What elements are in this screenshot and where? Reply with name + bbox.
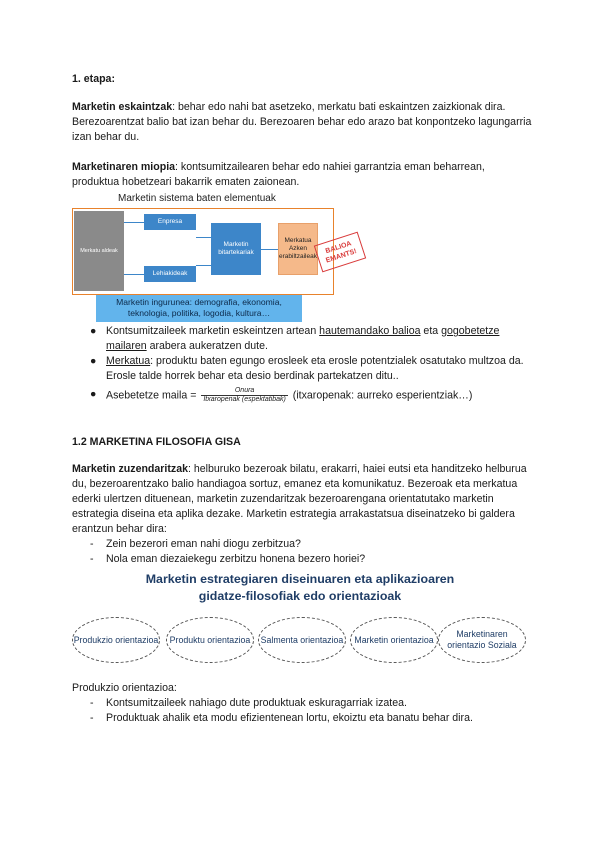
market-term: Merkatua (106, 355, 151, 367)
production-orientation-label: Produkzio orientazioa: (72, 682, 177, 694)
list-item: ● Asebetetze maila = $\frac{\text{Onura}}{\text{Itxaropenak (espektatibak)}}$ (itxaropenak: aurreko esperientziak…) (90, 387, 473, 403)
definition-marketing-management: : helburuko bezeroak bilatu, erakarri, haiei eutsi eta handitzeko helburua du, bezeroarentzako balio handiagoa sortuz, emanez eta komunikatuz. Bezeroak eta merkatua ederki ulertzen dituenean, marketin zuzendaritzak bezeroarengana orientatutako marketin estrategia diseina eta aplika dezake. Marketin estrategia arrakastatsua diseinatzeko bi galdera erantzun behar dira: (72, 463, 527, 535)
orientations-title-line-2: gidatze-filosofiak edo orientazioak (198, 589, 402, 603)
satisfaction-level-link: gogobetetze mailaren (106, 325, 500, 352)
definition-marketing-myopia: : kontsumitzailearen behar edo nahiei garrantzia eman beharrean, produktua hobetzeari bakarrik ematen zaionean. (72, 161, 485, 188)
oval-sales-orientation: Salmenta orientazioa (258, 617, 346, 663)
orientations-diagram (72, 617, 528, 665)
list-item: - Zein bezerori eman nahi diogu zerbitzua? (90, 538, 301, 550)
term-marketing-management: Marketin zuzendaritzak (72, 463, 188, 475)
diagram-box-competitors: Lehiakideak (144, 266, 196, 282)
diagram-box-company: Enpresa (144, 214, 196, 230)
list-item: - Produktuak ahalik eta modu efizientenean lortu, ekoiztu eta banatu behar dira. (90, 712, 473, 724)
marketing-system-diagram (72, 193, 334, 322)
perceived-value-link: hautemandako balioa (319, 325, 421, 337)
satisfaction-formula: $\frac{\text{Onura}}{\text{Itxaropenak (espektatibak)}}$ (203, 387, 286, 403)
term-marketing-myopia: Marketinaren miopia (72, 161, 176, 173)
paragraph-marketing-offers (72, 100, 532, 145)
arrow-to-market (261, 249, 278, 250)
arrow-company-to-intermediaries (196, 237, 211, 238)
list-item: ● Merkatua: produktu baten egungo erosleek eta erosle potentzialek osatutako multzoa da. Erosle talde horrek behar eta desio berdinak partekatzen ditu.. (90, 355, 524, 382)
bullet-list (72, 324, 542, 404)
term-marketing-offers: Marketin eskaintzak (72, 101, 173, 113)
list-item: - Nola eman diezaiekegu zerbitzu honena bezero horiei? (90, 553, 366, 565)
list-item: - Kontsumitzaileek nahiago dute produktuak eskuragarriak izatea. (90, 697, 407, 709)
definition-marketing-offers: : behar edo nahi bat asetzeko, merkatu bati eskaintzen zaizkionak dira. Berezoarentzat balio bat izan behar du. Berezoaren behar edo arazo bat konpontzeko lagungarria izan behar du. (72, 101, 532, 143)
production-orientation-list (72, 696, 542, 726)
section-heading-philosophy: 1.2 MARKETINA FILOSOFIA GISA (72, 436, 241, 448)
orientations-title-line-1: Marketin estrategiaren diseinuaren eta aplikazioaren (145, 572, 455, 586)
oval-social-marketing-orientation: Marketinaren orientazio Soziala (438, 617, 526, 663)
arrow-competitors-to-intermediaries (196, 265, 211, 266)
oval-marketing-orientation: Marketin orientazioa (350, 617, 438, 663)
arrow-to-company (124, 222, 144, 223)
value-stamp: BALIOA EMANTS! (314, 232, 366, 273)
diagram-environment-box: Marketin ingurunea: demografia, ekonomia, teknologia, politika, logodia, kultura… (96, 295, 302, 322)
paragraph-marketing-management (72, 462, 532, 537)
diagram-box-intermediaries: Marketin bitartekariak (211, 223, 261, 275)
arrow-to-competitors (124, 274, 144, 275)
oval-production-orientation: Produkzio orientazioa (72, 617, 160, 663)
diagram-title: Marketin sistema baten elementuak (118, 193, 276, 204)
section-heading-stage-1: 1. etapa: (72, 73, 115, 85)
diagram-box-market: Merkatua Azken erabiltzaileak (278, 223, 318, 275)
question-list (72, 537, 542, 567)
oval-product-orientation: Produktu orientazioa (166, 617, 254, 663)
paragraph-marketing-myopia (72, 160, 532, 190)
diagram-box-left: Merkatu aldeak (74, 211, 124, 291)
list-item: ● Kontsumitzaileek marketin eskeintzen artean hautemandako balioa eta gogobetetze mailaren arabera aukeratzen dute. (90, 325, 500, 352)
